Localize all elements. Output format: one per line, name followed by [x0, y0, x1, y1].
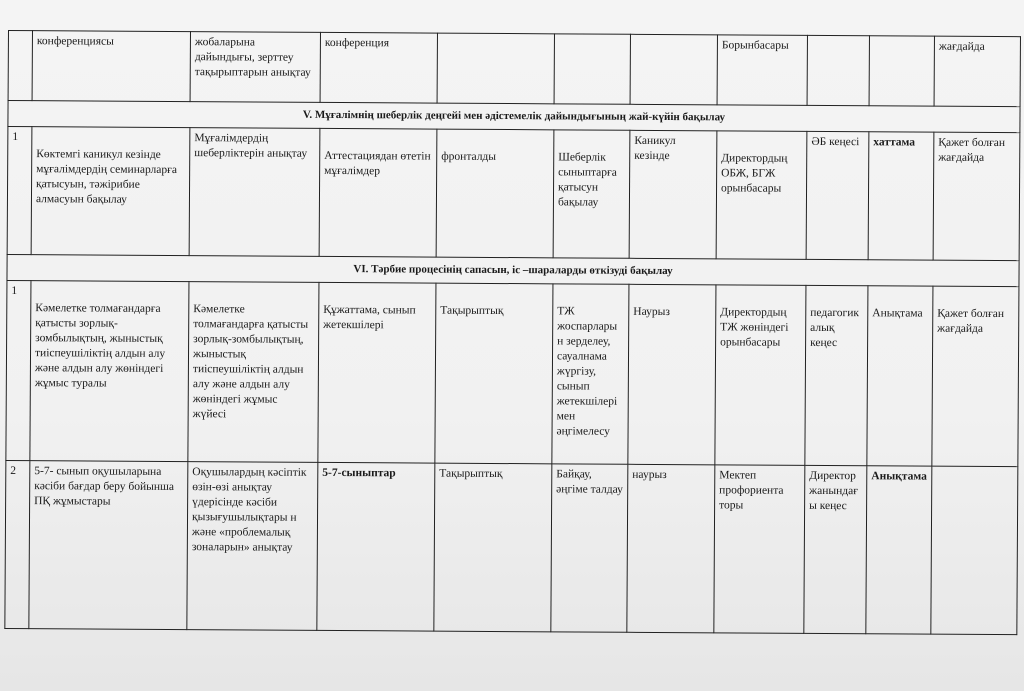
- table-row: [5, 460, 1018, 634]
- cell-object: Құжаттама, сынып жетекшілері: [318, 282, 436, 463]
- cell-period: Наурыз: [628, 284, 716, 465]
- cell-responsible: Директордың ТЖ жөніндегі орынбасары: [715, 285, 806, 466]
- cell-purpose: жобаларына дайындығы, зерттеу тақырыптарын анықтау: [190, 32, 320, 103]
- cell-object: Аттестациядан өтетін мұғалімдер: [319, 128, 437, 257]
- cell-method: Байқау, әңгіме талдау: [551, 464, 628, 632]
- section-title: VI. Тәрбие процесінің сапасын, іс –шараларды өткізуді бақылау: [7, 254, 1019, 286]
- cell-note: Қажет болған жағдайда: [933, 132, 1020, 261]
- row-number: 1: [6, 280, 31, 460]
- table-row: [8, 31, 1020, 107]
- row-number: [8, 31, 32, 101]
- cell-note: [931, 466, 1018, 635]
- cell-period: Каникул кезінде: [629, 130, 717, 259]
- cell-type: фронталды: [436, 129, 554, 258]
- cell-method: Шеберлік сыныптарға қатысун бақылау: [553, 130, 630, 258]
- table-row: [7, 127, 1020, 261]
- cell-responsible: Директордың ОБЖ, БГЖ орынбасары: [716, 131, 807, 260]
- cell-method: ТЖ жоспарлары н зерделеу, сауалнама жүргізу, сынып жетекшілері мен әңгімелесу: [552, 284, 629, 464]
- table-row: [6, 280, 1019, 466]
- cell-topic: 5-7- сынып оқушыларына кәсіби бағдар беру бойынша ПҚ жұмыстары: [29, 461, 188, 630]
- row-number: 1: [7, 127, 32, 255]
- cell-responsible: Борынбасары: [717, 35, 807, 106]
- cell-result: хаттама: [868, 132, 934, 260]
- cell-responsible: Мектеп профориента торы: [714, 465, 805, 634]
- cell-result: Анықтама: [866, 466, 932, 634]
- row-number: 2: [5, 460, 30, 628]
- cell-purpose: Оқушылардың кәсіптік өзін-өзі анықтау үдерісінде кәсіби қызығушылықтары н және «проблемалық зоналарын» анықтау: [187, 462, 318, 631]
- cell-period: наурыз: [627, 464, 715, 633]
- cell-note: Қажет болған жағдайда: [932, 286, 1019, 467]
- cell-review-place: [807, 35, 869, 105]
- cell-result: Анықтама: [867, 286, 933, 466]
- cell-purpose: Кәмелетке толмағандарға қатысты зорлық-зомбылықтың, жыныстық тиіспеушіліктің алдын алу және алдын алу жөніндегі жұмыс жүйесі: [188, 282, 319, 463]
- control-plan-table: [4, 30, 1021, 635]
- cell-period: [630, 34, 717, 105]
- cell-type: Тақырыптық: [435, 283, 553, 464]
- cell-topic: Көктемгі каникул кезінде мұғалімдердің семинарларға қатысуын, тәжірибие алмасуын бақылау: [31, 127, 190, 256]
- cell-review-place: ӘБ кеңесі: [806, 131, 869, 259]
- cell-topic: конференциясы: [32, 31, 190, 102]
- cell-note: жағдайда: [934, 36, 1020, 107]
- cell-object: 5-7-сыныптар: [317, 462, 435, 631]
- cell-type: Тақырыптық: [434, 463, 552, 632]
- section-title: V. Мұғалімнің шеберлік деңгейі мен әдістемелік дайындығының жай-күйін бақылау: [8, 101, 1020, 133]
- cell-result: [869, 36, 934, 106]
- cell-review-place: педагогик алық кеңес: [805, 285, 868, 465]
- cell-purpose: Мұғалімдердің шеберліктерін анықтау: [189, 128, 320, 257]
- cell-topic: Кәмелетке толмағандарға қатысты зорлық-зомбылықтың, жыныстық тиіспеушіліктің алдын алу және алдын алу жөніндегі жұмыс туралы: [30, 281, 189, 462]
- cell-review-place: Директор жанындағ ы кеңес: [804, 465, 867, 633]
- cell-object: конференция: [320, 32, 437, 103]
- cell-method: [554, 34, 630, 104]
- cell-type: [437, 33, 554, 104]
